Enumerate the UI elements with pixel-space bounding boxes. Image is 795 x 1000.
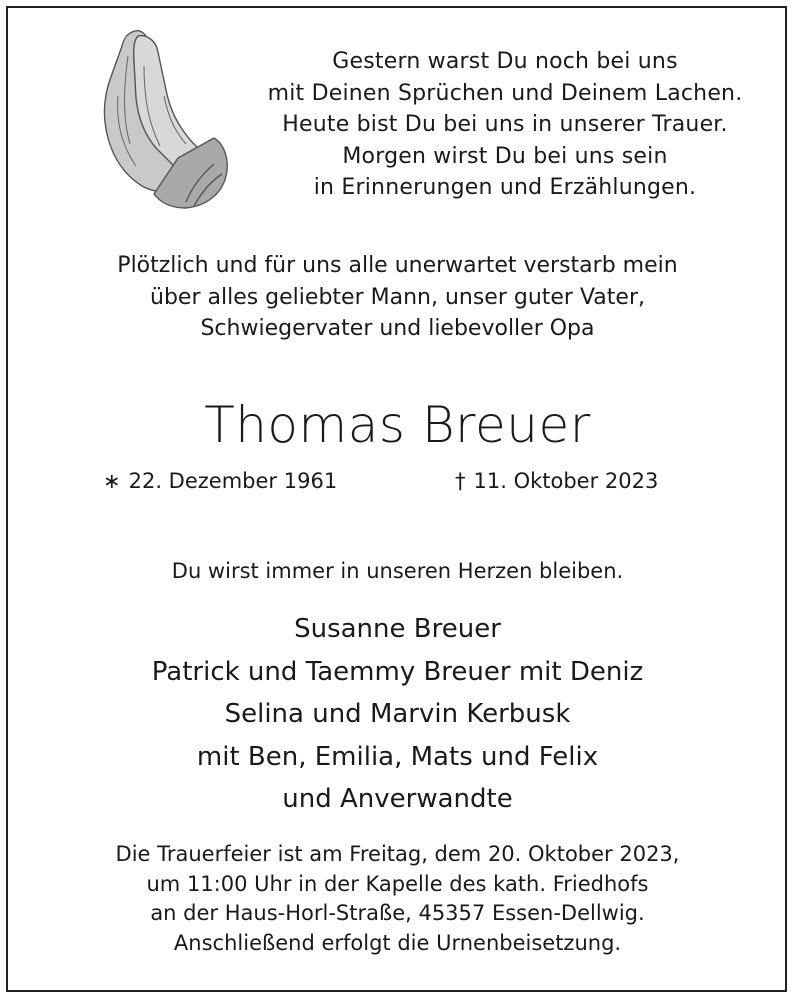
family-line: Susanne Breuer xyxy=(294,614,501,644)
intro-text xyxy=(40,250,755,345)
poem-line: Gestern warst Du noch bei uns xyxy=(332,49,678,74)
poem-line: Morgen wirst Du bei uns sein xyxy=(342,143,668,169)
intro-line: Schwiegervater und liebevoller Opa xyxy=(200,316,595,341)
praying-hands-icon xyxy=(74,26,234,216)
poem-line: in Erinnerungen und Erzählungen. xyxy=(313,175,697,200)
ceremony-line: an der Haus-Horl-Straße, 45357 Essen-Dellwig. xyxy=(150,901,645,925)
poem-line: mit Deinen Sprüchen und Deinem Lachen. xyxy=(267,80,743,106)
family-line: mit Ben, Emilia, Mats und Felix xyxy=(196,741,599,772)
poem xyxy=(230,46,780,204)
deceased-name: Thomas Breuer xyxy=(204,396,591,454)
death-date-text: 11. Oktober 2023 xyxy=(473,469,659,493)
intro-line: Plötzlich und für uns alle unerwartet verstarb mein xyxy=(117,253,678,278)
poem-line: Heute bist Du bei uns in unserer Trauer. xyxy=(282,112,728,137)
family-line: Patrick und Taemmy Breuer mit Deniz xyxy=(151,656,644,687)
intro-line: über alles geliebter Mann, unser guter Vater, xyxy=(150,284,645,310)
ceremony-line: Anschließend erfolgt die Urnenbeisetzung. xyxy=(173,930,622,955)
cross-icon: † xyxy=(455,469,466,493)
birth-date-text: 22. Dezember 1961 xyxy=(128,469,338,493)
ceremony-line: Die Trauerfeier ist am Freitag, dem 20. Oktober 2023, xyxy=(115,842,680,866)
family-line: Selina und Marvin Kerbusk xyxy=(224,699,571,729)
birth-symbol-icon: ∗ xyxy=(103,469,121,493)
family-line: und Anverwandte xyxy=(282,784,513,814)
motto: Du wirst immer in unseren Herzen bleiben. xyxy=(171,559,624,583)
death-date xyxy=(455,466,658,496)
ceremony-info xyxy=(0,840,795,958)
birth-date xyxy=(103,466,337,496)
family-list xyxy=(0,608,795,821)
ceremony-line: um 11:00 Uhr in der Kapelle des kath. Friedhofs xyxy=(146,871,649,896)
